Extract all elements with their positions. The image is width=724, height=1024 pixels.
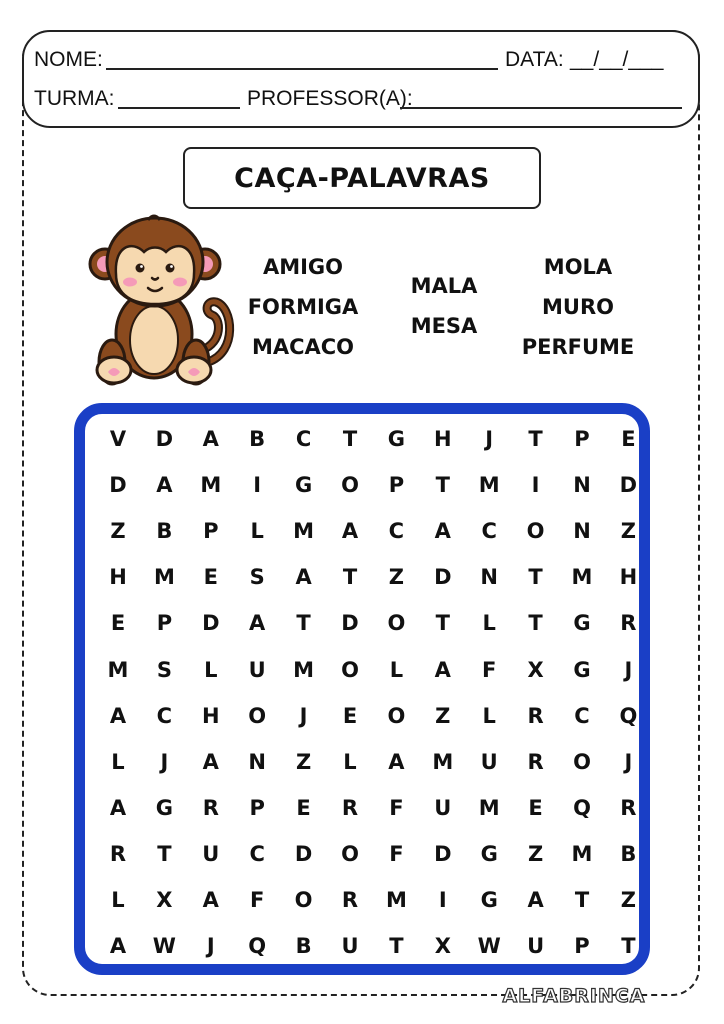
turma-field[interactable]	[118, 107, 240, 109]
grid-cell[interactable]: D	[341, 611, 359, 636]
grid-cell[interactable]: T	[528, 565, 543, 590]
grid-cell[interactable]: E	[528, 795, 543, 820]
grid-cell[interactable]: I	[531, 473, 540, 498]
grid-cell[interactable]: H	[202, 703, 220, 728]
grid-cell[interactable]: M	[385, 888, 407, 912]
grid-cell[interactable]: Z	[527, 841, 544, 866]
grid-cell[interactable]: S	[156, 657, 172, 682]
grid-cell[interactable]: G	[573, 611, 591, 636]
grid-cell[interactable]: D	[294, 841, 313, 866]
grid-cell[interactable]: E	[342, 703, 358, 728]
grid-cell[interactable]: W	[152, 934, 176, 959]
word-item: FORMIGA	[247, 295, 359, 319]
grid-cell[interactable]: M	[107, 657, 129, 682]
grid-cell[interactable]: T	[389, 934, 404, 959]
grid-cell[interactable]: B	[295, 934, 312, 959]
grid-cell[interactable]: X	[156, 888, 173, 912]
grid-cell[interactable]: A	[156, 473, 173, 498]
grid-cell[interactable]: A	[434, 657, 451, 682]
grid-cell[interactable]: M	[293, 519, 315, 544]
grid-cell[interactable]: G	[155, 795, 174, 820]
grid-cell[interactable]: Q	[573, 795, 591, 820]
grid-cell[interactable]: M	[293, 657, 315, 682]
grid-cell[interactable]: D	[109, 473, 127, 498]
grid-cell[interactable]: F	[482, 657, 497, 682]
grid-cell[interactable]: A	[109, 703, 127, 728]
grid-cell[interactable]: A	[527, 888, 544, 912]
grid-cell[interactable]: O	[341, 473, 359, 498]
data-field[interactable]: __/__/___	[570, 48, 664, 71]
grid-cell[interactable]: R	[341, 888, 359, 912]
grid-cell[interactable]: L	[482, 703, 496, 728]
grid-cell[interactable]: G	[573, 657, 591, 682]
grid-cell[interactable]: C	[156, 703, 173, 728]
grid-cell[interactable]: R	[620, 611, 637, 636]
grid-cell[interactable]: Z	[435, 703, 451, 728]
grid-cell[interactable]: G	[294, 473, 313, 498]
grid-cell[interactable]: R	[109, 841, 127, 866]
grid-cell[interactable]: H	[109, 565, 127, 590]
grid-cell[interactable]: B	[156, 519, 173, 544]
grid-cell[interactable]: P	[249, 795, 265, 820]
grid-cell[interactable]: J	[485, 427, 494, 451]
grid-cell[interactable]: E	[621, 427, 636, 451]
grid-cell[interactable]: O	[248, 703, 267, 728]
grid-cell[interactable]: T	[435, 611, 450, 636]
grid-cell[interactable]: D	[155, 427, 174, 451]
grid-cell[interactable]: T	[574, 888, 590, 912]
grid-cell[interactable]: N	[480, 565, 498, 590]
grid-cell[interactable]: U	[480, 749, 498, 774]
grid-cell[interactable]: Z	[295, 749, 312, 774]
grid-cell[interactable]: T	[528, 427, 543, 451]
grid-cell[interactable]: W	[477, 934, 501, 959]
turma-label: TURMA:	[34, 87, 115, 110]
grid-cell[interactable]: J	[624, 749, 633, 774]
grid-cell[interactable]: M	[200, 473, 222, 498]
monkey-icon	[88, 212, 238, 387]
grid-cell[interactable]: A	[202, 888, 219, 912]
grid-cell[interactable]: O	[573, 749, 591, 774]
grid-cell[interactable]: T	[342, 427, 358, 451]
grid-cell[interactable]: H	[434, 427, 452, 451]
brand-logo: ALFABRINCA	[502, 985, 646, 1007]
grid-cell[interactable]: G	[480, 841, 498, 866]
grid-cell[interactable]: M	[432, 749, 454, 774]
grid-cell[interactable]: O	[341, 657, 359, 682]
grid-cell[interactable]: D	[619, 473, 638, 498]
grid-cell[interactable]: A	[109, 934, 127, 959]
grid-cell[interactable]: A	[249, 611, 266, 636]
grid-cell[interactable]: X	[434, 934, 451, 959]
grid-cell[interactable]: C	[249, 841, 265, 866]
grid-cell[interactable]: Z	[388, 565, 404, 590]
grid-cell[interactable]: U	[202, 841, 220, 866]
grid-cell[interactable]: L	[204, 657, 218, 682]
grid-cell[interactable]: R	[341, 795, 359, 820]
grid-cell[interactable]: A	[202, 427, 219, 451]
word-item: PERFUME	[521, 335, 635, 359]
grid-cell[interactable]: F	[250, 888, 265, 912]
grid-cell[interactable]: T	[435, 473, 450, 498]
grid-cell[interactable]: L	[111, 749, 125, 774]
grid-cell[interactable]: N	[573, 519, 591, 544]
grid-cell[interactable]: J	[299, 703, 308, 728]
word-item: MURO	[542, 295, 614, 319]
grid-cell[interactable]: J	[206, 934, 215, 959]
grid-cell[interactable]: U	[434, 795, 452, 820]
title-box	[183, 147, 541, 209]
grid-cell[interactable]: M	[571, 841, 593, 866]
grid-cell[interactable]: S	[249, 565, 265, 590]
grid-cell[interactable]: C	[574, 703, 590, 728]
grid-cell[interactable]: C	[481, 519, 497, 544]
grid-cell[interactable]: D	[202, 611, 220, 636]
grid-cell[interactable]: F	[389, 841, 404, 866]
grid-cell[interactable]: X	[527, 657, 544, 682]
grid-cell[interactable]: H	[619, 565, 638, 590]
grid-cell[interactable]: T	[342, 565, 358, 590]
grid-cell[interactable]: V	[109, 427, 127, 451]
grid-cell[interactable]: E	[203, 565, 218, 590]
word-search-grid	[74, 403, 650, 975]
grid-cell[interactable]: P	[574, 934, 590, 959]
grid-cell[interactable]: R	[202, 795, 219, 820]
grid-cell[interactable]: A	[109, 795, 127, 820]
nome-field[interactable]	[106, 68, 498, 70]
grid-cell[interactable]: D	[434, 841, 452, 866]
grid-cell[interactable]: L	[482, 611, 496, 636]
grid-cell[interactable]: R	[527, 749, 544, 774]
grid-cell[interactable]: D	[434, 565, 452, 590]
grid-cell[interactable]: P	[574, 427, 590, 451]
header-box	[22, 30, 700, 128]
grid-cell[interactable]: L	[250, 519, 264, 544]
professor-label: PROFESSOR(A):	[247, 87, 413, 110]
grid-cell[interactable]: F	[389, 795, 404, 820]
grid-cell[interactable]: E	[110, 611, 126, 636]
grid-cell[interactable]: O	[387, 611, 406, 636]
grid-cell[interactable]: O	[526, 519, 545, 544]
grid-cell[interactable]: U	[248, 657, 266, 682]
grid-cell[interactable]: J	[160, 749, 169, 774]
grid-cell[interactable]: L	[343, 749, 357, 774]
grid-cell[interactable]: T	[157, 841, 172, 866]
grid-cell[interactable]: L	[389, 657, 404, 682]
grid-cell[interactable]: J	[624, 657, 633, 682]
grid-cell[interactable]: A	[295, 565, 312, 590]
grid-cell[interactable]: O	[341, 841, 359, 866]
professor-field[interactable]	[400, 107, 682, 109]
grid-cell[interactable]: C	[295, 427, 312, 451]
grid-cell[interactable]: I	[253, 473, 262, 498]
grid-cell[interactable]: M	[153, 565, 175, 590]
grid-cell[interactable]: U	[527, 934, 545, 959]
grid-cell[interactable]: G	[387, 427, 406, 451]
grid-cell[interactable]: P	[388, 473, 405, 498]
grid-cell[interactable]: C	[388, 519, 405, 544]
grid-cell[interactable]: Q	[619, 703, 638, 728]
grid-cell[interactable]: R	[527, 703, 544, 728]
grid-cell[interactable]: M	[478, 795, 500, 820]
word-item: MOLA	[543, 255, 613, 279]
grid-cell[interactable]: A	[202, 749, 219, 774]
grid-cell[interactable]: L	[111, 888, 125, 912]
grid-cell[interactable]: B	[620, 841, 637, 866]
grid-cell[interactable]: O	[294, 888, 313, 912]
grid-cell[interactable]: E	[296, 795, 311, 820]
nome-label: NOME:	[34, 48, 103, 71]
word-item: MESA	[410, 314, 478, 338]
grid-cell[interactable]: P	[203, 519, 219, 544]
grid-cell[interactable]: Z	[110, 519, 126, 544]
word-item: MALA	[410, 274, 478, 298]
grid-cell[interactable]: M	[478, 473, 500, 498]
grid-cell[interactable]: T	[528, 611, 543, 636]
grid-cell[interactable]: A	[341, 519, 359, 544]
grid-cell[interactable]: Z	[620, 888, 636, 912]
grid-cell[interactable]: O	[387, 703, 406, 728]
grid-cell[interactable]: A	[434, 519, 451, 544]
grid-cell[interactable]: I	[438, 888, 447, 912]
word-item: MACACO	[251, 335, 355, 359]
grid-cell[interactable]: A	[388, 749, 405, 774]
grid-cell[interactable]: Q	[248, 934, 267, 959]
grid-cell[interactable]: T	[296, 611, 311, 636]
grid-cell[interactable]: G	[480, 888, 498, 912]
grid-cell[interactable]: B	[249, 427, 266, 451]
grid-cell[interactable]: U	[341, 934, 359, 959]
grid-cell[interactable]: N	[573, 473, 591, 498]
grid-cell[interactable]: Z	[620, 519, 636, 544]
page-title: CAÇA-PALAVRAS	[234, 162, 490, 194]
grid-cell[interactable]: M	[571, 565, 593, 590]
grid-cell[interactable]: N	[248, 749, 266, 774]
data-label: DATA:	[505, 48, 564, 71]
grid-cell[interactable]: T	[621, 934, 636, 959]
grid-cell[interactable]: P	[156, 611, 173, 636]
word-item: AMIGO	[262, 255, 344, 279]
grid-cell[interactable]: R	[620, 795, 637, 820]
